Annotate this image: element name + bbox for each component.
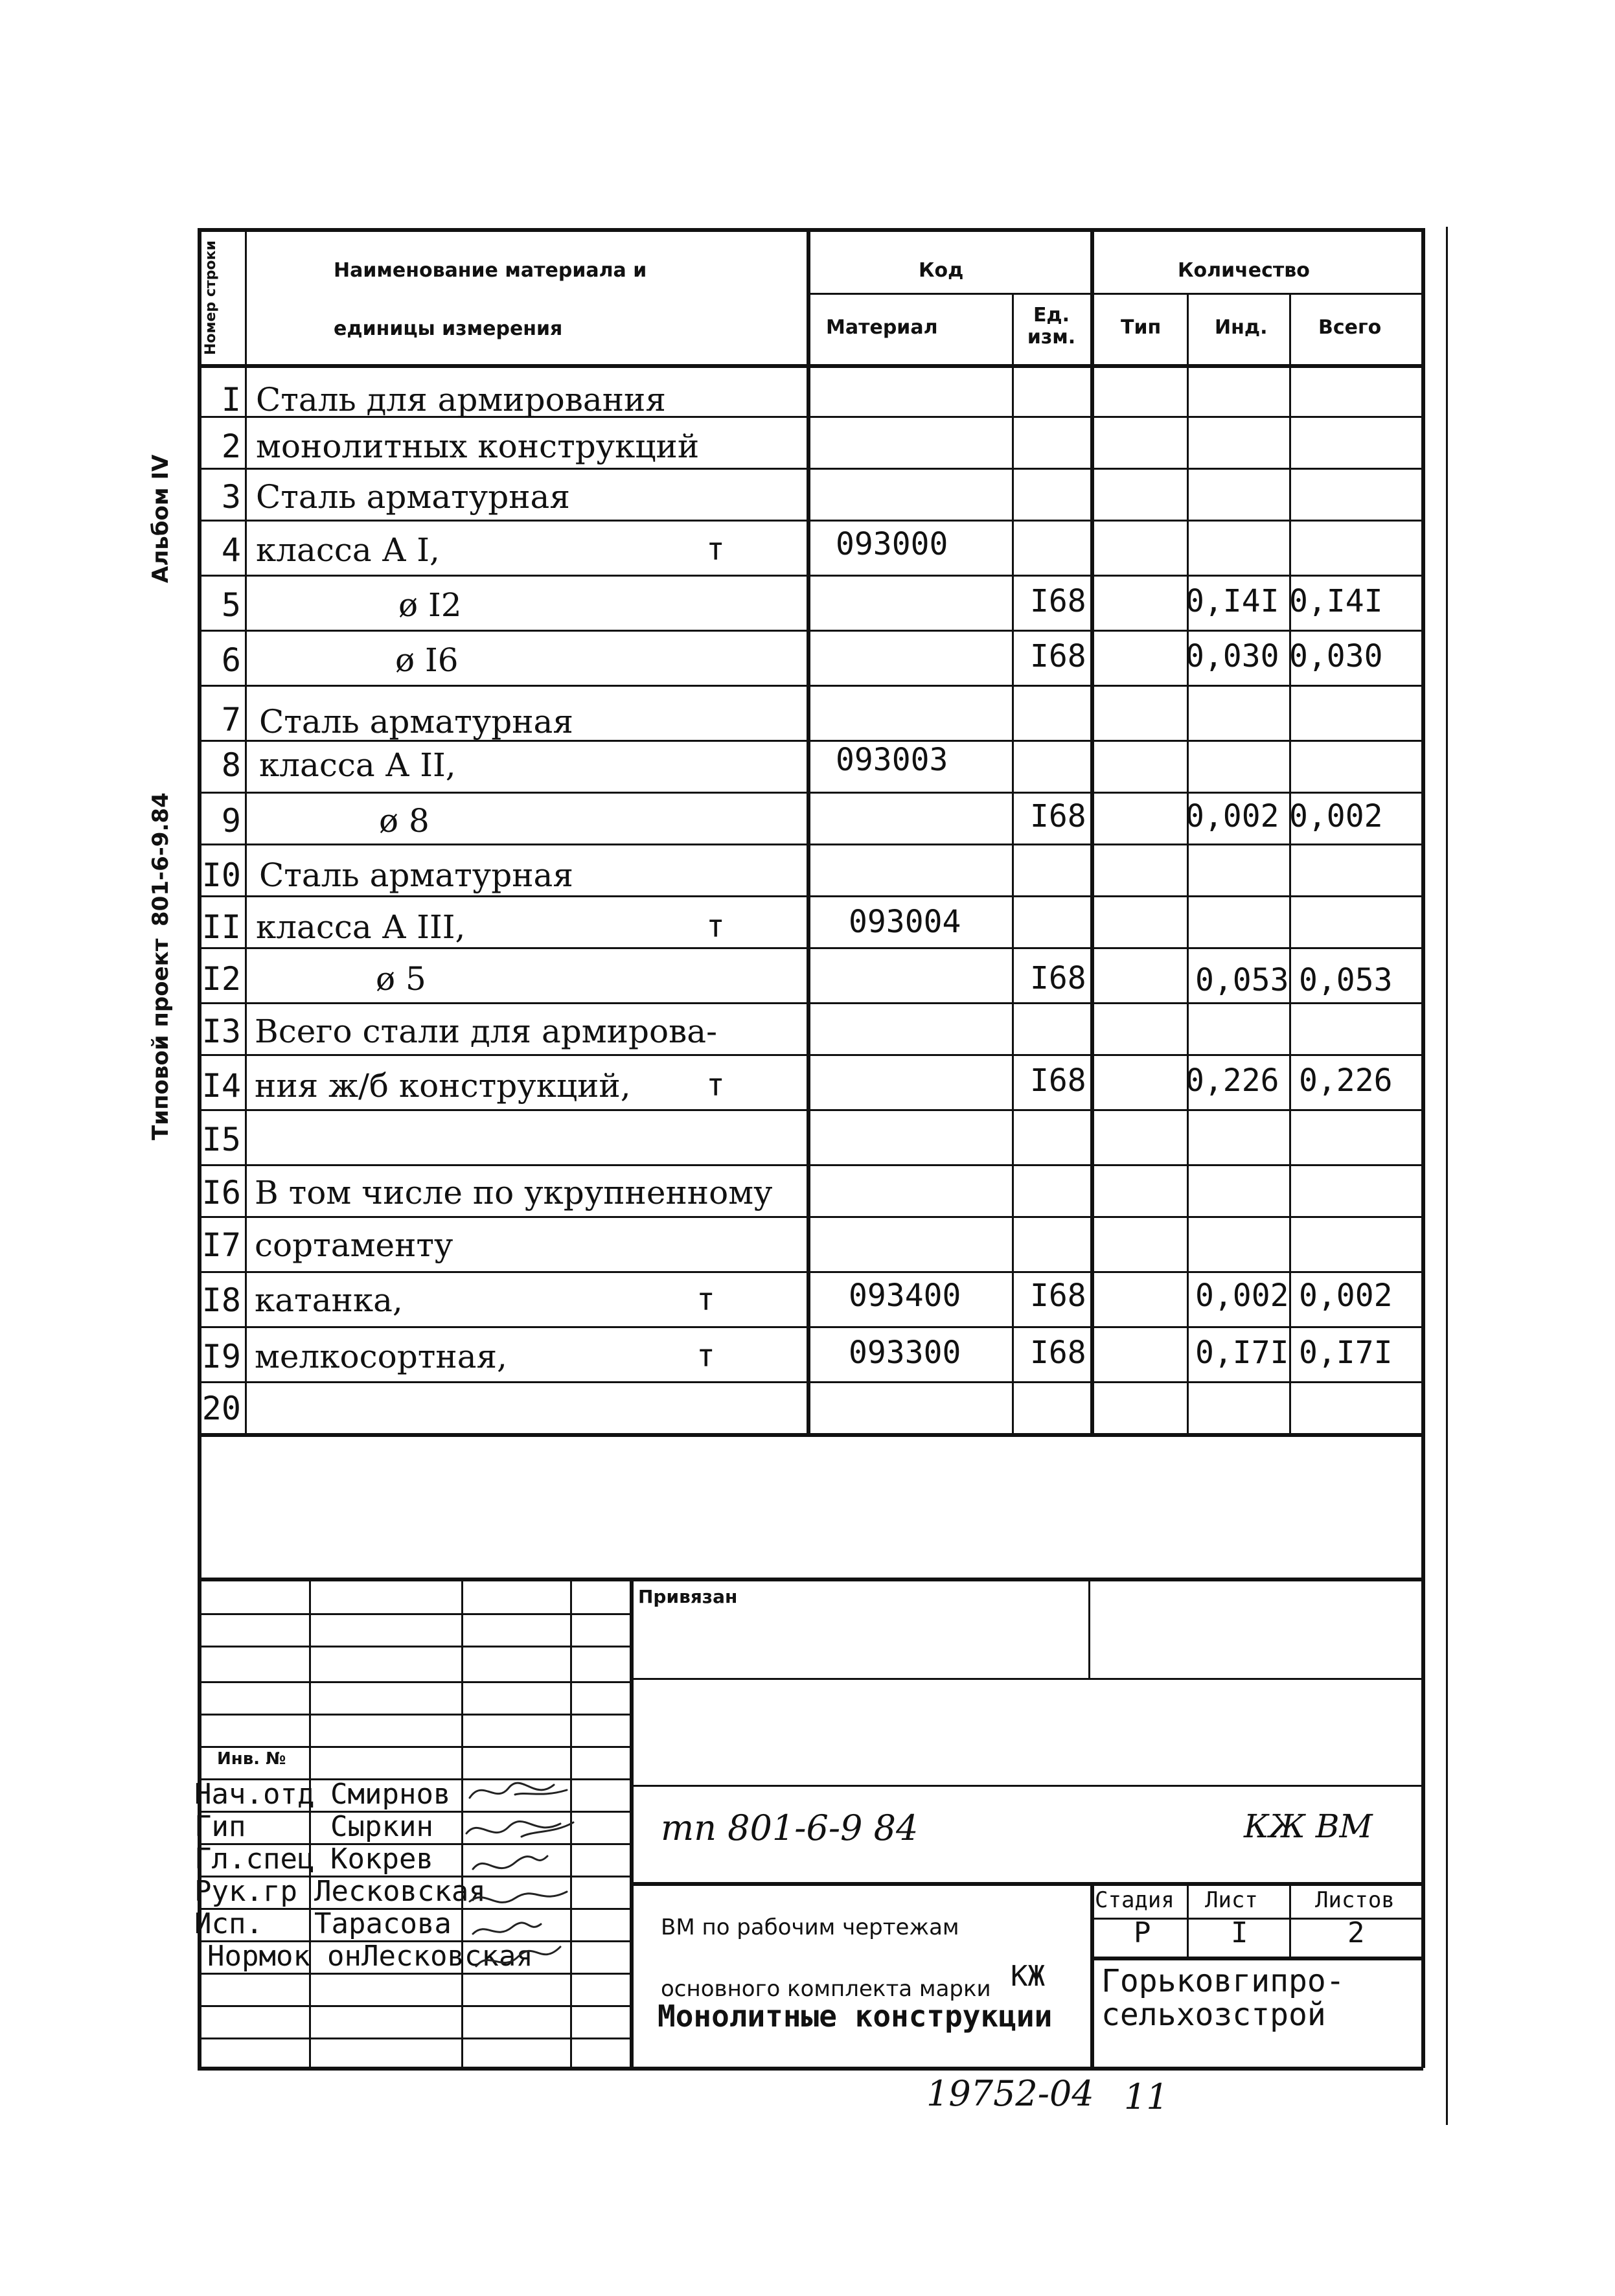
description-title: Монолитные конструкции bbox=[658, 1999, 1053, 2034]
row-number: 5 bbox=[221, 586, 241, 624]
row-unit: I68 bbox=[1030, 638, 1086, 674]
row-ind: 0,002 bbox=[1195, 1278, 1289, 1314]
row-total: 0,I4I bbox=[1289, 583, 1383, 619]
signatures bbox=[457, 1772, 606, 1979]
row-code: 093004 bbox=[849, 904, 961, 940]
staff-role: Нач.отд bbox=[194, 1778, 315, 1811]
row-number: I4 bbox=[201, 1067, 241, 1105]
row-code: 093003 bbox=[836, 742, 948, 778]
staff-name: Смирнов bbox=[330, 1778, 451, 1811]
sheets-value: 2 bbox=[1347, 1916, 1365, 1949]
sheets-label: Листов bbox=[1315, 1887, 1395, 1913]
row-unit: I68 bbox=[1030, 960, 1086, 996]
header-quantity: Количество bbox=[1178, 259, 1310, 282]
row-name: монолитных конструкций bbox=[256, 428, 700, 465]
staff-role: Исп. bbox=[194, 1907, 263, 1940]
header-name-line2: единицы измерения bbox=[334, 317, 563, 340]
margin-album-label: Альбом IV bbox=[148, 454, 174, 583]
row-name: мелкосортная, bbox=[255, 1338, 507, 1375]
header-ind: Инд. bbox=[1215, 316, 1268, 339]
row-ind: 0,030 bbox=[1185, 638, 1279, 674]
staff-name: Лесковская bbox=[314, 1875, 486, 1908]
row-number: 7 bbox=[221, 701, 241, 739]
row-number: I0 bbox=[201, 856, 241, 894]
row-ind: 0,I7I bbox=[1195, 1335, 1289, 1371]
row-name: класса А III, bbox=[256, 908, 466, 946]
row-unit: I68 bbox=[1030, 1062, 1086, 1099]
row-name: катанка, bbox=[255, 1281, 403, 1319]
row-name: ø 8 bbox=[379, 802, 430, 840]
footer-page: 11 bbox=[1124, 2076, 1169, 2117]
header-unit: Ед. изм. bbox=[1027, 304, 1076, 349]
header-row-number: Номер строки bbox=[203, 240, 219, 355]
sheet-value: I bbox=[1231, 1916, 1248, 1949]
staff-role: Гип bbox=[194, 1810, 246, 1843]
row-name: Сталь арматурная bbox=[259, 703, 573, 740]
row-number: 6 bbox=[221, 641, 241, 679]
row-unit: I68 bbox=[1030, 798, 1086, 834]
staff-name: Тарасова bbox=[314, 1907, 452, 1940]
row-code: 093400 bbox=[849, 1278, 961, 1314]
row-number: I5 bbox=[201, 1121, 241, 1158]
row-code: 093300 bbox=[849, 1335, 961, 1371]
row-name: Сталь арматурная bbox=[256, 478, 570, 516]
footer-number: 19752-04 bbox=[926, 2073, 1094, 2114]
row-total: 0,002 bbox=[1289, 798, 1383, 834]
staff-name: онЛесковская bbox=[327, 1940, 533, 1973]
document-code: тп 801-6-9 84 bbox=[661, 1808, 919, 1848]
row-unit: I68 bbox=[1030, 1335, 1086, 1371]
row-name: Сталь арматурная bbox=[259, 856, 573, 894]
description-mark: КЖ bbox=[1011, 1960, 1045, 1993]
sheet-label: Лист bbox=[1205, 1887, 1258, 1913]
row-number: I6 bbox=[201, 1174, 241, 1211]
margin-project-code: 801-6-9.84 bbox=[148, 792, 174, 926]
row-number: I8 bbox=[201, 1281, 241, 1319]
row-ind: 0,053 bbox=[1195, 962, 1289, 998]
row-total: 0,002 bbox=[1299, 1278, 1393, 1314]
row-unit: I68 bbox=[1030, 1278, 1086, 1314]
row-number: 8 bbox=[221, 746, 241, 784]
row-number: I2 bbox=[201, 960, 241, 998]
header-typ: Тип bbox=[1121, 316, 1162, 339]
row-code: 093000 bbox=[836, 526, 948, 562]
row-ind: 0,002 bbox=[1185, 798, 1279, 834]
staff-role: Нормок bbox=[207, 1940, 310, 1973]
row-total: 0,030 bbox=[1289, 638, 1383, 674]
row-ind: 0,226 bbox=[1185, 1062, 1279, 1099]
staff-name: Кокрев bbox=[330, 1843, 433, 1876]
right-edge-line bbox=[1446, 227, 1448, 2125]
row-unit-t: т bbox=[696, 1281, 715, 1318]
staff-role: Гл.спец bbox=[194, 1843, 315, 1876]
margin-project-label: Типовой проект bbox=[148, 938, 174, 1140]
row-total: 0,226 bbox=[1299, 1062, 1393, 1099]
row-name: класса А II, bbox=[259, 746, 456, 784]
row-number: I bbox=[221, 381, 241, 419]
row-number: 3 bbox=[221, 478, 241, 516]
stage-label: Стадия bbox=[1095, 1887, 1174, 1913]
row-number: 9 bbox=[221, 802, 241, 840]
row-number: 20 bbox=[201, 1390, 241, 1427]
description-line2: основного комплекта марки bbox=[661, 1976, 991, 2002]
row-name: Сталь для армирования bbox=[256, 381, 666, 419]
header-code: Код bbox=[919, 259, 964, 282]
row-name: В том числе по укрупненному bbox=[255, 1174, 773, 1211]
row-number: 4 bbox=[221, 531, 241, 569]
staff-role: Рук.гр bbox=[194, 1875, 297, 1908]
row-total: 0,I7I bbox=[1299, 1335, 1393, 1371]
organization-line1: Горьковгипро- bbox=[1101, 1963, 1345, 1999]
organization-line2: сельхозстрой bbox=[1101, 1997, 1326, 2033]
row-unit-t: т bbox=[706, 531, 725, 568]
row-number: I3 bbox=[201, 1013, 241, 1050]
row-name: ø I6 bbox=[395, 641, 459, 679]
staff-name: Сыркин bbox=[330, 1810, 433, 1843]
row-number: 2 bbox=[221, 428, 241, 465]
row-ind: 0,I4I bbox=[1185, 583, 1279, 619]
privyazan-label: Привязан bbox=[638, 1586, 738, 1607]
row-name: ø 5 bbox=[376, 960, 426, 998]
row-name: сортаменту bbox=[255, 1226, 453, 1264]
row-unit-t: т bbox=[706, 1067, 725, 1103]
row-name: Всего стали для армирова- bbox=[255, 1013, 717, 1050]
stage-value: Р bbox=[1134, 1916, 1151, 1949]
row-total: 0,053 bbox=[1299, 962, 1393, 998]
row-unit-t: т bbox=[706, 908, 725, 945]
row-unit: I68 bbox=[1030, 583, 1086, 619]
header-total: Всего bbox=[1318, 316, 1382, 339]
header-material: Материал bbox=[826, 316, 938, 339]
header-name-line1: Наименование материала и bbox=[334, 259, 647, 282]
row-name: ø I2 bbox=[398, 586, 462, 624]
row-number: II bbox=[201, 908, 241, 946]
row-name: ния ж/б конструкций, bbox=[255, 1067, 631, 1105]
row-number: I7 bbox=[201, 1226, 241, 1264]
row-number: I9 bbox=[201, 1338, 241, 1375]
document-mark: КЖ ВМ bbox=[1244, 1808, 1373, 1845]
row-name: класса А I, bbox=[256, 531, 440, 569]
description-line1: ВМ по рабочим чертежам bbox=[661, 1914, 959, 1940]
row-unit-t: т bbox=[696, 1338, 715, 1374]
inventory-number-label: Инв. № bbox=[217, 1749, 286, 1769]
